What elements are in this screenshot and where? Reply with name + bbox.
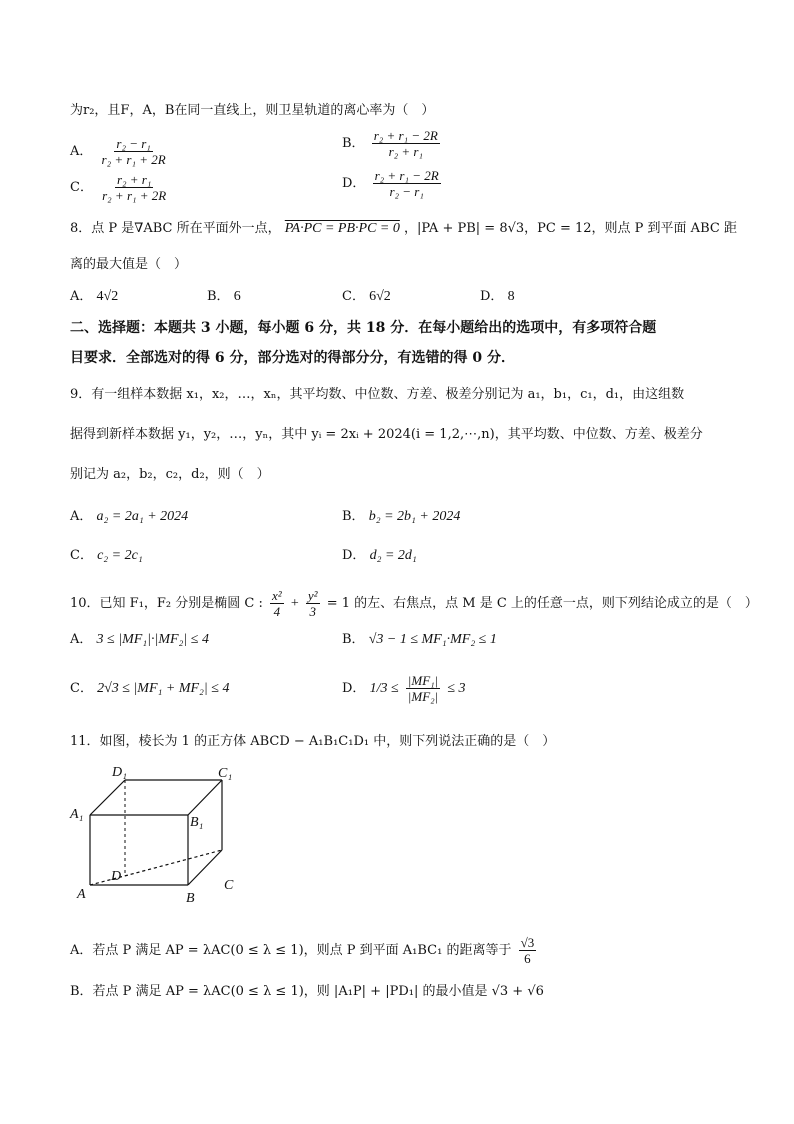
hidden-diagonal-a-c: [90, 850, 222, 885]
q8-option-d: [480, 288, 515, 306]
edge-a1-d1: [90, 780, 125, 815]
q11-option-a: [70, 935, 539, 966]
option-label: B．: [207, 289, 230, 304]
vertex-label-a: A: [77, 887, 86, 902]
option-label: B．: [342, 509, 365, 524]
q9-option-a: [70, 508, 188, 526]
denominator: r₂ + r₁ + 2R: [101, 152, 166, 167]
option-label: C．: [70, 548, 93, 563]
option-label: A．: [70, 509, 93, 524]
option-value: 3 ≤ |MF₁|·|MF₂| ≤ 4: [96, 632, 209, 647]
q7-stem: 为r₂，且F，A，B在同一直线上，则卫星轨道的离心率为（ ）: [70, 103, 435, 118]
fraction: [306, 588, 320, 619]
numerator: r₂ − r₁: [116, 136, 151, 151]
option-label: C．: [70, 180, 93, 195]
cube-figure: [60, 758, 250, 933]
numerator: r₂ + r₁ − 2R: [373, 128, 438, 143]
denominator: |MF₂|: [407, 689, 439, 704]
fraction: [100, 136, 168, 167]
q11-stem: 11．如图，棱长为 1 的正方体 ABCD − A₁B₁C₁D₁ 中，则下列说法正确的是（ ）: [70, 734, 556, 749]
denominator: r₂ + r₁ + 2R: [102, 188, 167, 203]
fraction: [406, 673, 440, 704]
option-label: A．: [70, 632, 93, 647]
q8-line2: 离的最大值是（ ）: [70, 257, 188, 272]
edge-c1-b1: [188, 780, 222, 815]
option-value: d₂ = 2d₁: [369, 548, 417, 563]
option-value: 6: [233, 289, 241, 304]
q10-option-b: [342, 631, 497, 649]
option-suffix: ≤ 3: [447, 681, 466, 696]
q9-option-d: [342, 547, 417, 565]
fraction: [519, 935, 537, 966]
fraction: [270, 588, 284, 619]
denominator: r₂ − r₁: [389, 184, 424, 199]
q7-option-d: [342, 168, 444, 199]
q10-option-a: [70, 631, 209, 649]
vertex-label-b1: B₁: [190, 815, 204, 830]
section2-heading-line2: 目要求．全部选对的得 6 分，部分选对的得部分分，有选错的得 0 分．: [70, 350, 515, 366]
q8-prefix: 8．点: [70, 221, 105, 236]
q10-suffix: = 1 的左、右焦点，点 M 是 C 上的任意一点，则下列结论成立的是（ ）: [326, 596, 758, 611]
vertex-label-b: B: [186, 891, 195, 906]
option-value: 8: [507, 289, 515, 304]
vertex-label-c1: C₁: [218, 766, 233, 781]
q10-option-c: [70, 680, 229, 698]
option-prefix: 1/3 ≤: [369, 681, 399, 696]
option-label: D．: [342, 548, 366, 563]
option-value: b₂ = 2b₁ + 2024: [368, 509, 461, 524]
option-label: D．: [342, 176, 366, 191]
denominator: r₂ + r₁: [388, 144, 423, 159]
option-value: √3 − 1 ≤ MF₁·MF₂ ≤ 1: [368, 632, 497, 647]
edge-c-b: [188, 850, 222, 885]
option-label: B．: [342, 632, 365, 647]
option-label: C．: [342, 289, 365, 304]
numerator: x²: [272, 588, 282, 603]
plus-sign: +: [290, 596, 299, 611]
q9-option-c: [70, 547, 143, 565]
q9-line1: 9．有一组样本数据 x₁，x₂，…，xₙ，其平均数、中位数、方差、极差分别记为 a₁，b₁，c₁，d₁，由这组数: [70, 387, 685, 402]
option-label: B．: [342, 136, 365, 151]
vertex-label-c: C: [224, 878, 234, 893]
q8-option-a: [70, 288, 118, 306]
vertex-label-d: D: [111, 869, 122, 884]
q8-option-b: [207, 288, 241, 306]
q8-condition-rest: ，|PA + PB| = 8√3，PC = 12，则点 P 到平面 ABC 距: [404, 221, 737, 236]
denominator: 6: [524, 951, 531, 966]
q11-option-b: B．若点 P 满足 AP = λAC(0 ≤ λ ≤ 1)，则 |A₁P| + |PD₁| 的最小值是 √3 + √6: [70, 984, 544, 999]
option-value: c₂ = 2c₁: [97, 548, 143, 563]
option-label: A．: [70, 144, 93, 159]
option-label: C．: [70, 681, 93, 696]
option-label: D．: [342, 681, 366, 696]
q8-premise: P 是∇ABC 所在平面外一点，: [108, 221, 281, 236]
option-value: 6√2: [369, 289, 391, 304]
option-text: A．若点 P 满足 AP = λAC(0 ≤ λ ≤ 1)，则点 P 到平面 A₁BC₁ 的距离等于: [70, 943, 512, 958]
q10-option-d: [342, 672, 466, 706]
denominator: 4: [273, 604, 281, 619]
q9-line2: 据得到新样本数据 y₁，y₂，…，yₙ，其中 yᵢ = 2xᵢ + 2024(i = 1,2,⋯,n)，其平均数、中位数、方差、极差分: [70, 427, 703, 442]
q8-option-c: [342, 288, 391, 306]
numerator: y²: [307, 588, 318, 603]
vertex-label-a1: A₁: [70, 807, 84, 822]
option-label: A．: [70, 289, 93, 304]
numerator: r₂ + r₁: [116, 172, 152, 187]
q7-option-b: [342, 128, 443, 159]
option-value: 4√2: [96, 289, 119, 304]
option-label: D．: [480, 289, 504, 304]
fraction: [373, 168, 441, 199]
q8-line1: [70, 220, 737, 238]
denominator: 3: [309, 604, 316, 619]
q10-stem: [70, 588, 758, 619]
fraction: [100, 172, 168, 203]
q7-option-a: [70, 136, 171, 167]
q9-option-b: [342, 508, 460, 526]
vertex-label-d1: D₁: [112, 765, 127, 780]
q7-option-c: [70, 172, 171, 203]
option-value: a₂ = 2a₁ + 2024: [96, 509, 189, 524]
q8-condition-dot: PA·PC = PB·PC = 0: [284, 221, 400, 236]
fraction: [372, 128, 440, 159]
q9-line3: 别记为 a₂，b₂，c₂，d₂，则（ ）: [70, 467, 270, 482]
option-value: 2√3 ≤ |MF₁ + MF₂| ≤ 4: [97, 681, 230, 696]
q10-prefix: 10．已知 F₁，F₂ 分别是椭圆 C :: [70, 596, 263, 611]
section2-heading-line1: 二、选择题：本题共 3 小题，每小题 6 分，共 18 分．在每小题给出的选项中，有多项符合题: [70, 320, 657, 336]
numerator: r₂ + r₁ − 2R: [374, 168, 439, 183]
numerator: |MF₁|: [407, 673, 439, 688]
numerator: √3: [520, 935, 535, 950]
